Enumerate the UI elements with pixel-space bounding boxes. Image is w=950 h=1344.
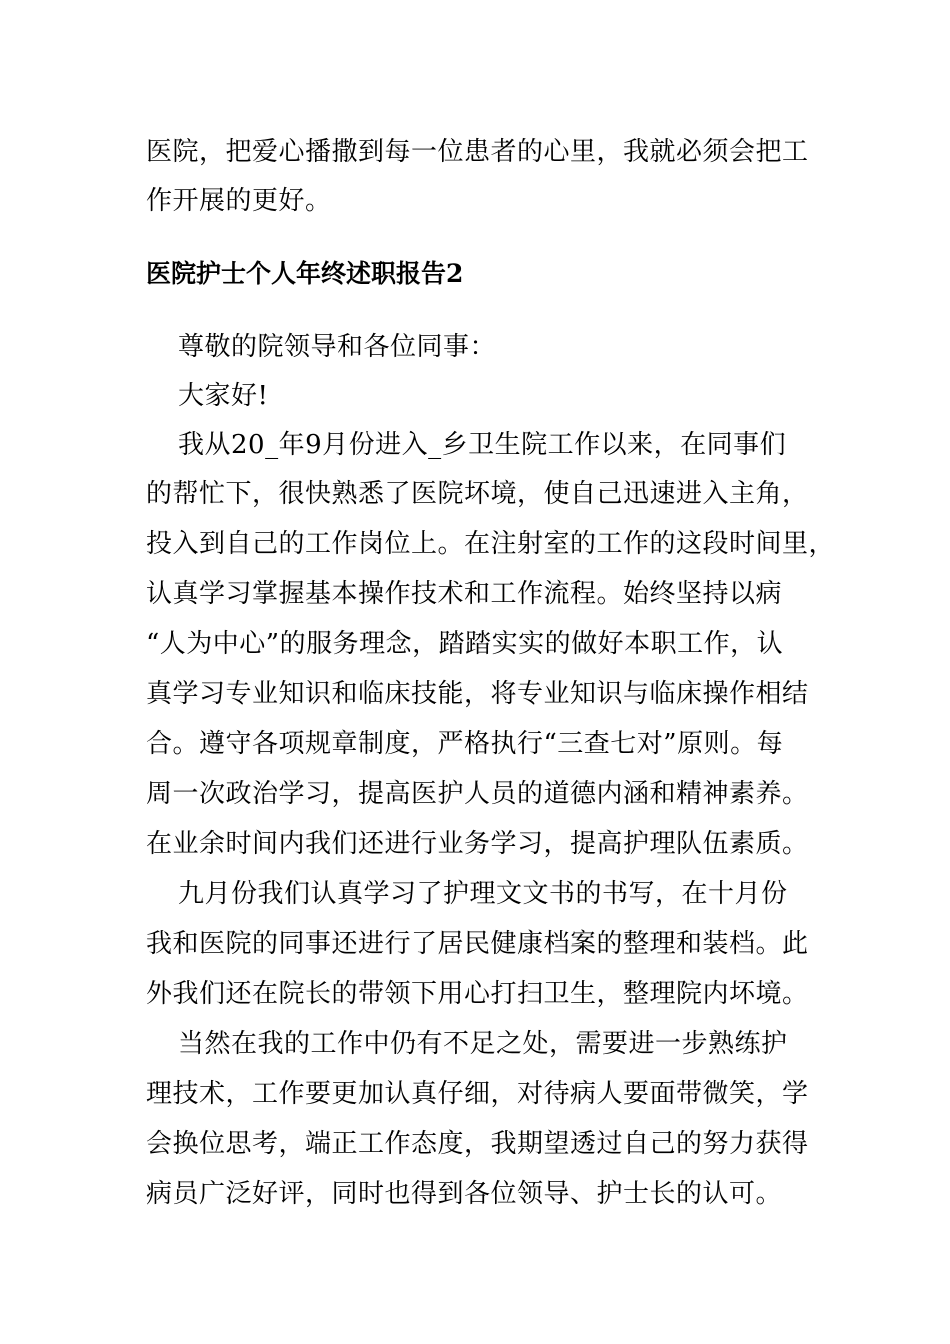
paragraph-line: 认真学习掌握基本操作技术和工作流程。始终坚持以病 (146, 579, 783, 609)
continuation-line: 医院，把爱心播撒到每一位患者的心里，我就必须会把工 (146, 137, 809, 167)
paragraph-line: 会换位思考，端正工作态度，我期望透过自己的努力获得 (146, 1129, 809, 1159)
paragraph-line: 我从20_年9月份进入_乡卫生院工作以来，在同事们 (178, 430, 787, 460)
paragraph-line: 理技术，工作要更加认真仔细，对待病人要面带微笑，学 (146, 1079, 809, 1109)
paragraph-line: 外我们还在院长的带领下用心打扫卫生，整理院内坏境。 (146, 979, 809, 1009)
section-heading: 医院护士个人年终述职报告2 (146, 259, 464, 288)
paragraph-line: 在业余时间内我们还进行业务学习，提高护理队伍素质。 (146, 829, 809, 859)
paragraph-line: 的帮忙下，很快熟悉了医院坏境，使自己迅速进入主角， (146, 479, 809, 509)
continuation-line: 作开展的更好。 (146, 186, 332, 216)
paragraph-line: 我和医院的同事还进行了居民健康档案的整理和装档。此 (146, 929, 809, 959)
paragraph-line: 投入到自己的工作岗位上。在注射室的工作的这段时间里， (146, 529, 836, 559)
paragraph-line: 真学习专业知识和临床技能，将专业知识与临床操作相结 (146, 679, 809, 709)
paragraph-line: 周一次政治学习，提高医护人员的道德内涵和精神素养。 (146, 779, 809, 809)
paragraph-line: 九月份我们认真学习了护理文文书的书写，在十月份 (178, 879, 788, 909)
paragraph-line: 病员广泛好评，同时也得到各位领导、护士长的认可。 (146, 1179, 783, 1209)
paragraph-line: 当然在我的工作中仍有不足之处，需要进一步熟练护 (178, 1029, 788, 1059)
greeting: 大家好! (178, 381, 269, 411)
paragraph-line: 合。遵守各项规章制度，严格执行“三查七对”原则。每 (146, 729, 784, 759)
salutation: 尊敬的院领导和各位同事： (178, 332, 497, 362)
paragraph-line: “人为中心”的服务理念，踏踏实实的做好本职工作，认 (146, 629, 784, 659)
